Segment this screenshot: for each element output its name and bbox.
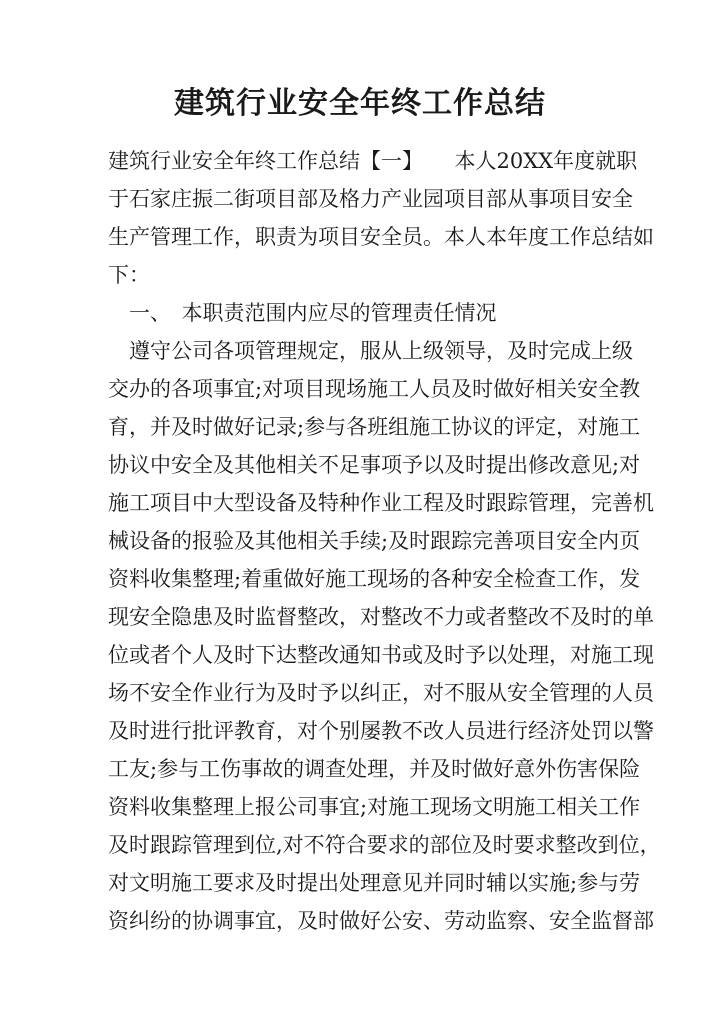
paragraph-line: 场不安全作业行为及时予以纠正，对不服从安全管理的人员 <box>108 681 654 705</box>
document-title: 建筑行业安全年终工作总结 <box>174 86 546 121</box>
paragraph-line: 现安全隐患及时监督整改，对整改不力或者整改不及时的单 <box>108 605 654 629</box>
paragraph-line: 协议中安全及其他相关不足事项予以及时提出修改意见;对 <box>108 453 641 477</box>
paragraph-line: 及时跟踪管理到位,对不符合要求的部位及时要求整改到位， <box>108 833 661 857</box>
paragraph-line: 位或者个人及时下达整改通知书或及时予以处理，对施工现 <box>108 643 654 667</box>
paragraph-line: 育，并及时做好记录;参与各班组施工协议的评定，对施工 <box>108 415 641 439</box>
paragraph-line: 工友;参与工伤事故的调查处理，并及时做好意外伤害保险 <box>108 757 641 781</box>
paragraph-line: 械设备的报验及其他相关手续;及时跟踪完善项目安全内页 <box>108 529 641 553</box>
paragraph-line: 下： <box>108 263 150 287</box>
paragraph-line: 建筑行业安全年终工作总结【一】 本人20XX年度就职 <box>108 149 638 173</box>
paragraph-line: 及时进行批评教育，对个别屡教不改人员进行经济处罚以警 <box>108 719 654 743</box>
paragraph-line: 资料收集整理;着重做好施工现场的各种安全检查工作，发 <box>108 567 641 591</box>
paragraph-line: 生产管理工作，职责为项目安全员。本人本年度工作总结如 <box>108 225 654 249</box>
paragraph-line: 交办的各项事宜;对项目现场施工人员及时做好相关安全教 <box>108 377 641 401</box>
paragraph-line: 资料收集整理上报公司事宜;对施工现场文明施工相关工作 <box>108 795 641 819</box>
paragraph-line: 对文明施工要求及时提出处理意见并同时辅以实施;参与劳 <box>108 871 641 895</box>
section-heading: 一、 本职责范围内应尽的管理责任情况 <box>108 301 497 325</box>
paragraph-line: 遵守公司各项管理规定，服从上级领导，及时完成上级 <box>108 339 633 363</box>
paragraph-line: 于石家庄振二街项目部及格力产业园项目部从事项目安全 <box>108 187 633 211</box>
paragraph-line: 资纠纷的协调事宜，及时做好公安、劳动监察、安全监督部 <box>108 909 654 933</box>
paragraph-line: 施工项目中大型设备及特种作业工程及时跟踪管理，完善机 <box>108 491 654 515</box>
